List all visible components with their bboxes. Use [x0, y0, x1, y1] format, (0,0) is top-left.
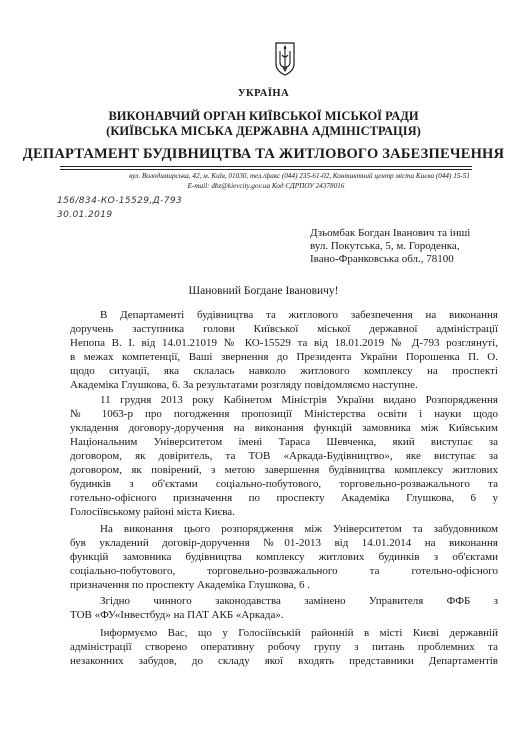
recipient-street: вул. Покутська, 5, м. Городенка, — [310, 240, 460, 252]
body-paragraph-5 — [70, 626, 498, 668]
body-line: Інформуємо Вас, що у Голосіївській районній в місті Києві державній — [100, 627, 498, 639]
organization-subtitle: (КИЇВСЬКА МІСЬКА ДЕРЖАВНА АДМІНІСТРАЦІЯ) — [106, 124, 421, 138]
registration-number: 156/834-КО-15529,Д-793 — [57, 196, 183, 206]
body-line: щодо ситуації, яка склалась навколо житлового комплексу на проспекті — [70, 365, 498, 377]
body-line: Голосіївському районі міста Києва. — [70, 506, 235, 518]
body-line: функцій замовника будівництва комплексу житлових будинків з об'єктами — [70, 551, 498, 563]
body-line: незаконних забудов, до складу якої входять представники Департаментів — [70, 655, 498, 667]
organization-name: ВИКОНАВЧИЙ ОРГАН КИЇВСЬКОЇ МІСЬКОЇ РАДИ — [108, 109, 419, 123]
body-line: № 1063-р про погодження пропозиції Міністерства освіти і науки щодо — [70, 408, 498, 420]
body-paragraph-2 — [70, 393, 498, 519]
body-line: На виконання цього розпорядження між Університетом та забудовником — [100, 523, 498, 535]
body-line: Національним Університетом імені Тараса Шевченка, який виступає за — [70, 436, 498, 448]
body-line: договором, як повірений, з метою завершення будівництва комплексу житлових — [70, 464, 498, 476]
body-line: В Департаменті будівництва та житлового забезпечення на виконання — [100, 309, 498, 321]
body-paragraph-4 — [70, 594, 498, 622]
body-line: укладення договору-доручення на виконання функцій замовника між Київським — [70, 422, 498, 434]
body-line: доручень заступника голови Київської міської державної адміністрації — [70, 323, 498, 335]
department-name: ДЕПАРТАМЕНТ БУДІВНИЦТВА ТА ЖИТЛОВОГО ЗАБЕЗПЕЧЕННЯ — [22, 146, 505, 162]
contact-email: E-mail: dbz@kievcity.gov.ua Код ЄДРПОУ 24378016 — [187, 182, 345, 190]
body-line: готельно-офісного призначення по проспекту Академіка Глушкова, 6 у — [70, 492, 498, 504]
salutation: Шановний Богдане Івановичу! — [188, 285, 339, 297]
country-name: УКРАЇНА — [237, 88, 290, 99]
body-line: ТОВ «ФУ«Інвестбуд» на ПАТ АКБ «Аркада». — [70, 609, 284, 621]
coat-of-arms-icon — [275, 42, 295, 76]
body-line: соціально-побутового, торговельно-розважального та готельно-офісного — [70, 565, 498, 577]
body-line: адміністрації створено оперативну робочу групу з питань проблемних та — [70, 641, 498, 653]
body-line: був укладений договір-доручення №01-2013 від 14.01.2014 на виконання — [70, 537, 498, 549]
body-line: договором, як довіритель, та ТОВ «Аркада-Будівництво», яке виступає за — [70, 450, 498, 462]
recipient-name: Дзьомбак Богдан Іванович та інші — [310, 227, 471, 239]
body-line: призначення по проспекту Академіка Глушкова, 6 . — [70, 579, 311, 591]
body-line: в межах компетенції, Ваші звернення до Президента України Порошенка П. О. — [70, 351, 498, 363]
contact-address: вул. Володимирська, 42, м. Київ, 01030, тел./факс (044) 235-61-02, Контактний центр міста Києва (044) 15-51 — [129, 172, 470, 180]
body-paragraph-3 — [70, 522, 498, 592]
body-line: будинків з об'єктами соціально-побутового, торговельно-розважального та — [70, 478, 498, 490]
recipient-region: Івано-Франковська обл., 78100 — [310, 253, 454, 265]
body-line: Академіка Глушкова, 6. За результатами розгляду повідомляємо наступне. — [70, 379, 418, 391]
body-line: Згідно чинного законодавства замінено Управителя ФФБ з — [100, 595, 498, 607]
registration-date: 30.01.2019 — [57, 210, 113, 220]
header-divider-thin — [60, 169, 472, 170]
body-line: 11 грудня 2013 року Кабінетом Міністрів України видано Розпорядження — [100, 394, 498, 406]
body-line: Непопа В. І. від 14.01.21019 № КО-15529 та від 18.01.2019 № Д-793 розглянуті, — [70, 337, 498, 349]
header-divider — [60, 166, 472, 167]
body-paragraph-1 — [70, 308, 498, 392]
